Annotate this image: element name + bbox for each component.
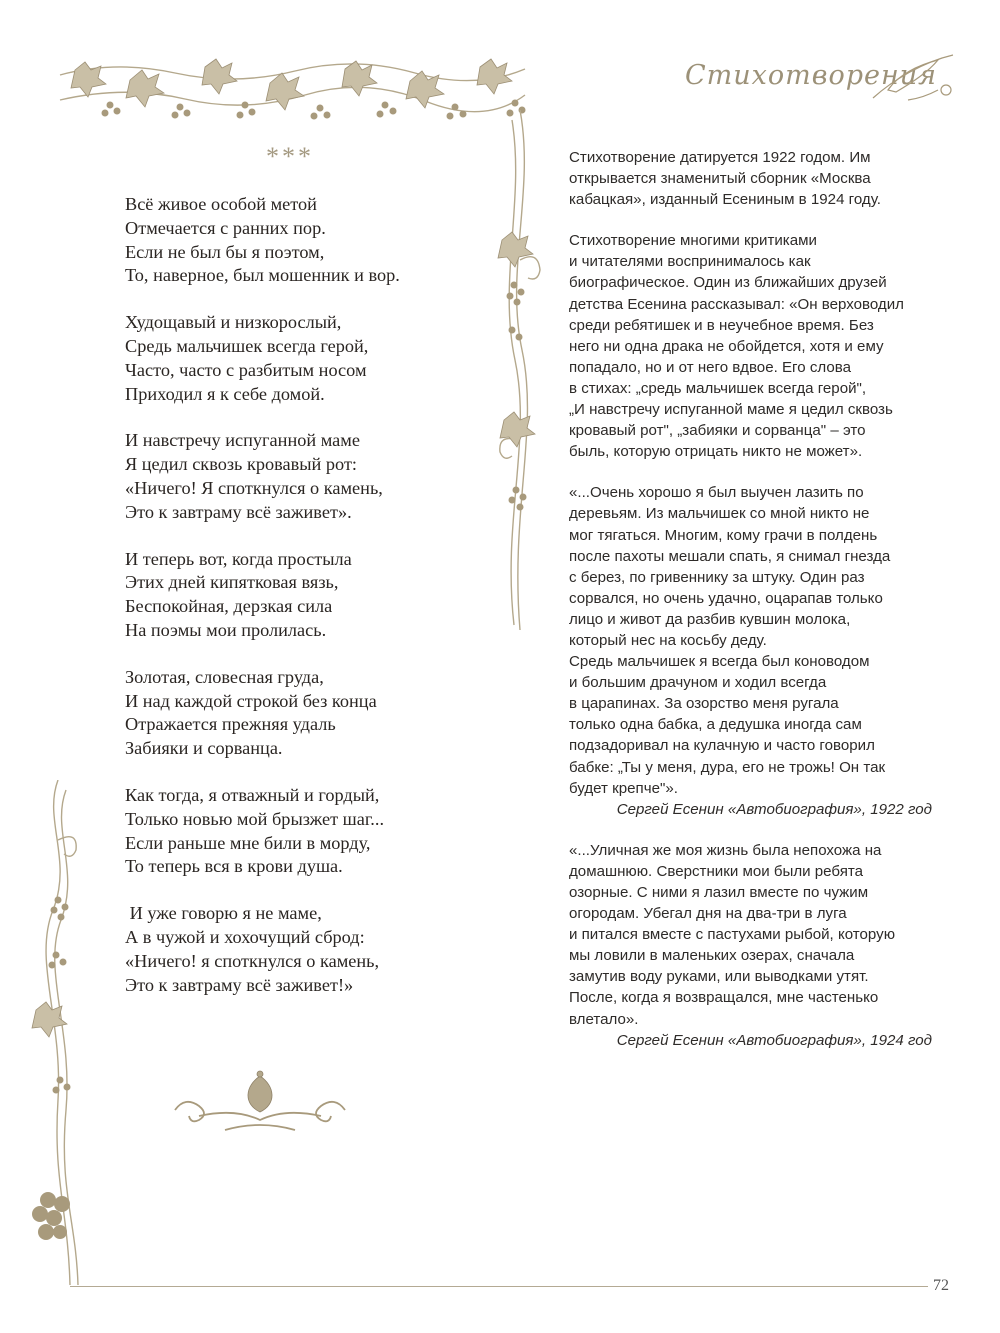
commentary-line: Стихотворение многими критиками [569, 232, 817, 250]
poem [125, 193, 495, 1020]
poem-stanza [125, 311, 495, 406]
commentary-line: быль, которую отрицать никто не может». [569, 443, 863, 461]
commentary-line: и большим драчуном и ходил всегда [569, 674, 827, 692]
commentary-line: бабке: „Ты у меня, дура, его не трожь! Он так [569, 758, 886, 776]
poem-line: Отмечается с ранних пор. [125, 217, 326, 238]
poem-stanza [125, 666, 495, 761]
commentary-line: среди ребятишек и в неучебное время. Без [569, 316, 874, 334]
poem-line: Это к завтраму всё заживет!» [125, 974, 354, 995]
poem-line: И уже говорю я не маме, [125, 903, 322, 924]
commentary-line: кровавый рот", „забияки и сорванца" – это [569, 422, 866, 440]
commentary-line: только одна бабка, а дедушка иногда сам [569, 716, 862, 734]
commentary-paragraph [569, 482, 944, 820]
commentary-line: биографическое. Один из ближайших друзей [569, 274, 887, 292]
right-vine-icon [490, 110, 550, 630]
poem-line: Если раньше мне били в морду, [125, 832, 371, 853]
page-number: 72 [933, 1277, 949, 1294]
commentary-line: Стихотворение датируется 1922 годом. Им [569, 149, 871, 166]
commentary-line: который нес на косьбу деду. [569, 631, 767, 649]
commentary-paragraph [569, 230, 944, 462]
commentary-line: кабацкая», изданный Есениным в 1924 году. [569, 191, 881, 209]
section-stars: *** [266, 142, 314, 171]
commentary-line: «...Уличная же моя жизнь была непохожа на [569, 841, 882, 859]
section-title: Стихотворения [685, 60, 938, 91]
commentary-line: детства Есенина рассказывал: «Он верховодил [569, 295, 904, 313]
commentary-line: замутив воду руками, или выводками утят. [569, 968, 869, 986]
commentary-line: „И навстречу испуганной маме я цедил сквозь [569, 401, 893, 419]
poem-line: Всё живое особой метой [125, 194, 317, 214]
commentary-paragraph [569, 840, 944, 1051]
poem-line: «Ничего! Я споткнулся о камень, [125, 477, 383, 498]
commentary-line: и питался вместе с пастухами рыбой, которую [569, 926, 896, 944]
quill-icon [868, 50, 958, 105]
commentary-line: мы ловили в маленьких озерах, сначала [569, 947, 855, 965]
poem-stanza [125, 429, 495, 524]
left-vine-icon [18, 780, 88, 1290]
poem-line: Средь мальчишек всегда герой, [125, 335, 369, 356]
quote-attribution: Сергей Есенин «Автобиография», 1922 год [616, 800, 932, 818]
grapevine-border-icon [55, 55, 535, 130]
poem-line: Худощавый и низкорослый, [125, 312, 342, 333]
poem-line: Этих дней кипятковая вязь, [125, 572, 339, 593]
poem-line: Беспокойная, дерзкая сила [125, 596, 333, 617]
poem-line: Забияки и сорванца. [125, 738, 283, 759]
poem-line: И навстречу испуганной маме [125, 430, 360, 451]
quote-attribution: Сергей Есенин «Автобиография», 1924 год [616, 1031, 932, 1049]
commentary-paragraph [569, 147, 944, 210]
poem-stanza [125, 193, 495, 288]
commentary-line: огородам. Убегал дня на два-три в луга [569, 905, 847, 923]
commentary-line: «...Очень хорошо я был выучен лазить по [569, 484, 864, 502]
commentary-line: и читателями воспринималось как [569, 253, 811, 271]
commentary-line: в царапинах. За озорство меня ругала [569, 695, 839, 713]
commentary-line: после пахоты мешали спать, я снимал гнезда [569, 547, 891, 565]
poem-line: И теперь вот, когда простыла [125, 548, 352, 569]
poem-stanza [125, 548, 495, 643]
poem-line: Золотая, словесная груда, [125, 666, 324, 687]
commentary-line: сорвался, но очень удачно, оцарапав только [569, 589, 883, 607]
commentary-line: После, когда я возвращался, мне частенько [569, 989, 879, 1007]
commentary-line: деревьям. Из мальчишек со мной никто не [569, 505, 870, 523]
commentary-line: Средь мальчишек я всегда был коноводом [569, 653, 870, 671]
poem-line: На поэмы мои пролилась. [125, 619, 327, 640]
poem-line: Как тогда, я отважный и гордый, [125, 784, 380, 805]
commentary-line: мог тягаться. Многим, кому грачи в полдень [569, 526, 878, 544]
poem-line: Приходил я к себе домой. [125, 383, 325, 404]
footer-rule [70, 1286, 928, 1287]
commentary-line: попадало, но и от него вдвое. Его слова [569, 358, 851, 376]
commentary [569, 147, 944, 1071]
poem-line: Часто, часто с разбитым носом [125, 359, 367, 380]
poem-line: И над каждой строкой без конца [125, 690, 377, 711]
commentary-line: открывается знаменитый сборник «Москва [569, 170, 871, 188]
commentary-line: домашнюю. Сверстники мои были ребята [569, 862, 864, 880]
poem-line: Отражается прежняя удаль [125, 714, 336, 735]
commentary-line: с берез, по гривеннику за штуку. Один раз [569, 568, 865, 586]
commentary-line: будет крепче"». [569, 779, 678, 797]
poem-line: Только новью мой брызжет шаг... [125, 808, 385, 829]
poem-line: А в чужой и хохочущий сброд: [125, 926, 365, 947]
poem-line: То теперь вся в крови душа. [125, 856, 343, 877]
commentary-line: него ни одна драка не обойдется, хотя и ему [569, 337, 884, 355]
poem-line: «Ничего! я споткнулся о камень, [125, 950, 380, 971]
commentary-line: лицо и живот да разбив кувшин молока, [569, 610, 851, 628]
poem-stanza [125, 902, 495, 997]
poem-line: То, наверное, был мошенник и вор. [125, 265, 400, 286]
commentary-line: влетало». [569, 1010, 639, 1028]
commentary-line: озорные. С ними я лазил вместе по чужим [569, 884, 869, 901]
decorative-flourish-icon [165, 1068, 355, 1138]
poem-line: Это к завтраму всё заживет». [125, 501, 352, 522]
commentary-line: в стихах: „средь мальчишек всегда герой", [569, 379, 867, 397]
commentary-line: подзадоривал на кулачную и часто говорил [569, 737, 875, 755]
poem-line: Если не был бы я поэтом, [125, 241, 325, 262]
poem-line: Я цедил сквозь кровавый рот: [125, 454, 358, 475]
poem-stanza [125, 784, 495, 879]
